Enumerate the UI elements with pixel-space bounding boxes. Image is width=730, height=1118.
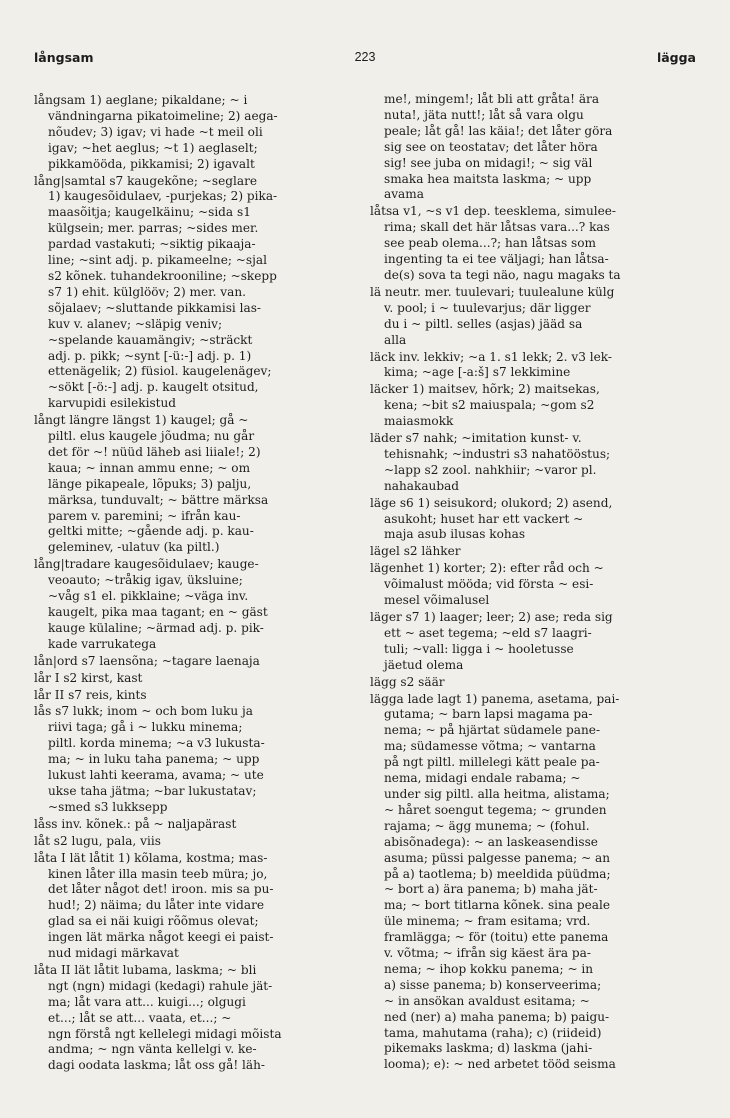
entry-continuation-line: ngn förstå ngt kellelegi midagi mõista: [48, 1026, 282, 1041]
entry-headword-line: lägenhet 1) korter; 2): efter råd och ~: [370, 561, 604, 576]
entry-continuation-line: asukoht; huset har ett vackert ~: [384, 511, 584, 526]
entry-continuation-line: igav; ~het aeglus; ~t 1) aeglaselt;: [48, 140, 258, 155]
entry-continuation-line: maasõitja; kaugelkäinu; ~sida s1: [48, 205, 251, 220]
entry-continuation-line: vändningarna pikatoimeline; 2) aega-: [48, 108, 278, 123]
entry-headword-line: lång|samtal s7 kaugekõne; ~seglare: [34, 173, 258, 188]
entry-continuation-line: tama, mahutama (raha); c) (riideid): [384, 1025, 602, 1040]
entry-continuation-line: kinen låter illa masin teeb müra; jo,: [48, 866, 268, 881]
entry-continuation-line: s2 kõnek. tuhandekrooniline; ~skepp: [48, 268, 277, 283]
entry-continuation-line: märksa, tunduvalt; ~ bättre märksa: [48, 492, 269, 507]
entry-continuation-line: ngt (ngn) midagi (kedagi) rahule jät-: [48, 978, 273, 993]
entry-continuation-line: sig! see juba on midagi!; ~ sig väl: [384, 155, 593, 170]
entry-continuation-line: ~ bort a) ära panema; b) maha jät-: [384, 882, 598, 897]
entry-headword-line: läck inv. lekkiv; ~a 1. s1 lekk; 2. v3 lek-: [370, 349, 612, 364]
entry-continuation-line: ~ in ansökan avaldust esitama; ~: [384, 993, 590, 1008]
entry-continuation-line: kauge külaline; ~ärmad adj. p. pik-: [48, 620, 264, 635]
entry-headword-line: långsam 1) aeglane; pikaldane; ~ i: [34, 93, 248, 107]
entry-continuation-line: 1) kaugesõidulaev, -purjekas; 2) pika-: [48, 189, 278, 204]
entry-continuation-line: karvupidi esilekistud: [48, 396, 177, 411]
entry-continuation-line: glad sa ei näi kuigi rõõmus olevat;: [48, 914, 259, 929]
entry-continuation-line: et...; låt se att... vaata, et...; ~: [48, 1010, 232, 1025]
entry-headword-line: lägel s2 lähker: [370, 544, 461, 559]
entry-continuation-line: nuta!, jäta nutt!; låt så vara olgu: [384, 107, 584, 122]
entry-continuation-line: under sig piltl. alla heitma, alistama;: [384, 786, 610, 801]
entry-continuation-line: på ngt piltl. millelegi kätt peale pa-: [384, 755, 600, 770]
entry-headword-line: lägg s2 säär: [370, 674, 445, 689]
entry-continuation-line: adj. p. pikk; ~synt [-ü:-] adj. p. 1): [48, 348, 252, 363]
entry-headword-line: lägga lade lagt 1) panema, asetama, pai-: [370, 691, 620, 706]
entry-continuation-line: nahakaubad: [384, 478, 460, 493]
entry-continuation-line: ~smed s3 lukksepp: [48, 799, 168, 814]
entry-continuation-line: ~ håret soengut tegema; ~ grunden: [384, 802, 607, 817]
entry-continuation-line: a) sisse panema; b) konserveerima;: [384, 977, 602, 992]
entry-continuation-line: asuma; püssi palgesse panema; ~ an: [384, 850, 611, 865]
entry-headword-line: låta I lät låtit 1) kõlama, kostma; mas-: [34, 850, 268, 865]
entry-continuation-line: kena; ~bit s2 maiuspala; ~gom s2: [384, 398, 595, 413]
entry-continuation-line: andma; ~ ngn vänta kellelgi v. ke-: [48, 1042, 257, 1057]
entry-continuation-line: kuv v. alanev; ~släpig veniv;: [48, 316, 223, 331]
entry-headword-line: låta II lät låtit lubama, laskma; ~ bli: [34, 962, 257, 977]
entry-continuation-line: ukse taha jätma; ~bar lukustatav;: [48, 783, 257, 798]
entry-continuation-line: looma); e): ~ ned arbetet tööd seisma: [384, 1057, 616, 1072]
entry-headword-line: låt s2 lugu, pala, viis: [34, 833, 161, 848]
entry-continuation-line: s7 1) ehit. külglööv; 2) mer. van.: [48, 284, 246, 299]
entry-headword-line: lås s7 lukk; inom ~ och bom luku ja: [34, 704, 253, 719]
entry-continuation-line: nud midagi märkavat: [48, 946, 179, 961]
entry-headword-line: lår II s7 reis, kints: [34, 687, 147, 702]
entry-continuation-line: de(s) sova ta tegi näo, nagu magaks ta: [384, 267, 621, 282]
entry-continuation-line: ~spelande kauamängiv; ~sträckt: [48, 332, 253, 347]
entry-continuation-line: ma; südamesse võtma; ~ vantarna: [384, 739, 596, 754]
entry-headword-line: läge s6 1) seisukord; olukord; 2) asend,: [370, 495, 613, 510]
entry-continuation-line: ettenägelik; 2) füsiol. kaugelenägev;: [48, 364, 272, 379]
entry-continuation-line: nema, midagi endale rabama; ~: [384, 771, 581, 786]
entry-headword-line: låtsa v1, ~s v1 dep. teesklema, simulee-: [370, 204, 616, 219]
entry-headword-line: läcker 1) maitsev, hõrk; 2) maitsekas,: [370, 382, 600, 397]
page-header: [0, 50, 730, 72]
entry-continuation-line: det för ~! nüüd läheb asi liiale!; 2): [48, 444, 261, 459]
entry-continuation-line: tuli; ~vall: ligga i ~ hooletusse: [384, 641, 574, 656]
entry-continuation-line: ingen lät märka något keegi ei paist-: [48, 930, 274, 945]
entry-continuation-line: nema; ~ på hjärtat südamele pane-: [384, 723, 601, 738]
entry-headword-line: lår I s2 kirst, kast: [34, 670, 143, 685]
entry-continuation-line: sõjalaev; ~sluttande pikkamisi las-: [48, 300, 261, 315]
entry-continuation-line: maiasmokk: [384, 414, 454, 429]
entry-continuation-line: alla: [384, 332, 407, 347]
entry-continuation-line: veoauto; ~tråkig igav, üksluine;: [48, 573, 243, 588]
entry-continuation-line: kaua; ~ innan ammu enne; ~ om: [48, 460, 251, 475]
entry-continuation-line: line; ~sint adj. p. pikameelne; ~sjal: [48, 253, 267, 268]
entry-continuation-line: du i ~ piltl. selles (asjas) jääd sa: [384, 316, 583, 331]
header-left-guide-word: långsam: [34, 50, 94, 65]
entry-continuation-line: piltl. korda minema; ~a v3 lukusta-: [48, 736, 265, 751]
entry-headword-line: långt längre längst 1) kaugel; gå ~: [34, 413, 249, 428]
entry-continuation-line: lukust lahti keerama, avama; ~ ute: [48, 768, 264, 783]
entry-headword-line: läder s7 nahk; ~imitation kunst- v.: [370, 431, 582, 446]
entry-continuation-line: pardad vastakuti; ~siktig pikaaja-: [48, 237, 256, 252]
entry-continuation-line: ~lapp s2 zool. nahkhiir; ~varor pl.: [384, 462, 597, 477]
entry-continuation-line: nõudev; 3) igav; vi hade ~t meil oli: [48, 124, 263, 139]
entry-continuation-line: mesel võimalusel: [384, 593, 490, 608]
entry-continuation-line: jäetud olema: [384, 657, 464, 672]
entry-continuation-line: ma; låt vara att... kuigi...; olgugi: [48, 994, 246, 1009]
entry-continuation-line: sig see on teostatav; det låter höra: [384, 139, 598, 154]
entry-headword-line: läger s7 1) laager; leer; 2) ase; reda sig: [370, 610, 613, 624]
entry-continuation-line: see peab olema...?; han låtsas som: [384, 236, 596, 251]
page-number: 223: [354, 50, 376, 64]
entry-continuation-line: det låter något det! iroon. mis sa pu-: [48, 882, 274, 897]
entry-continuation-line: pikkamööda, pikkamisi; 2) igavalt: [48, 156, 255, 171]
entry-continuation-line: gutama; ~ barn lapsi magama pa-: [384, 707, 593, 722]
entry-headword-line: lån|ord s7 laensõna; ~tagare laenaja: [34, 653, 260, 668]
entry-continuation-line: külgsein; mer. parras; ~sides mer.: [48, 221, 259, 236]
header-right-guide-word: lägga: [656, 50, 696, 65]
entry-continuation-line: avama: [384, 187, 424, 202]
entry-continuation-line: geltki mitte; ~gående adj. p. kau-: [48, 524, 254, 539]
entry-continuation-line: rima; skall det här låtsas vara...? kas: [384, 220, 610, 235]
entry-headword-line: lä neutr. mer. tuulevari; tuulealune külg: [370, 284, 615, 299]
entry-continuation-line: parem v. paremini; ~ ifrån kau-: [48, 508, 241, 523]
entry-headword-line: låss inv. kõnek.: på ~ naljapärast: [34, 816, 237, 831]
entry-continuation-line: hud!; 2) näima; du låter inte vidare: [48, 898, 265, 913]
entry-continuation-line: kade varrukatega: [48, 636, 157, 651]
entry-continuation-line: nema; ~ ihop kokku panema; ~ in: [384, 961, 594, 976]
entry-continuation-line: ~våg s1 el. pikklaine; ~väga inv.: [48, 589, 249, 604]
entry-continuation-line: smaka hea maitsta laskma; ~ upp: [384, 171, 592, 186]
entry-continuation-line: pikemaks laskma; d) laskma (jahi-: [384, 1041, 593, 1056]
entry-continuation-line: peale; låt gå! las käia!; det låter göra: [384, 123, 613, 138]
entry-continuation-line: võimalust mööda; vid första ~ esi-: [384, 577, 594, 592]
entry-continuation-line: ~sökt [-ö:-] adj. p. kaugelt otsitud,: [48, 380, 259, 395]
entry-continuation-line: framlägga; ~ för (toitu) ette panema: [384, 930, 609, 945]
entry-headword-line: lång|tradare kaugesõidulaev; kauge-: [34, 557, 259, 572]
left-column: [34, 92, 354, 1097]
right-column: [370, 92, 696, 1097]
entry-continuation-line: tehisnahk; ~industri s3 nahatööstus;: [384, 446, 611, 461]
entry-continuation-line: riivi taga; gå i ~ lukku minema;: [48, 720, 243, 735]
entry-continuation-line: v. võtma; ~ ifrån sig käest ära pa-: [384, 946, 591, 961]
entry-continuation-line: dagi oodata laskma; låt oss gå! läh-: [48, 1058, 265, 1073]
entry-continuation-line: på a) taotlema; b) meeldida püüdma;: [384, 866, 611, 881]
entry-continuation-line: maja asub ilusas kohas: [384, 527, 526, 542]
entry-continuation-line: rajama; ~ ägg munema; ~ (fohul.: [384, 818, 590, 833]
entry-continuation-line: kaugelt, pika maa tagant; en ~ gäst: [48, 605, 268, 619]
entry-continuation-line: länge pikapeale, lõpuks; 3) palju,: [48, 476, 252, 491]
entry-continuation-line: ma; ~ bort titlarna kõnek. sina peale: [384, 898, 610, 913]
entry-continuation-line: üle minema; ~ fram esitama; vrd.: [384, 914, 591, 929]
entry-continuation-line: ma; ~ in luku taha panema; ~ upp: [48, 752, 260, 767]
entry-continuation-line: ned (ner) a) maha panema; b) paigu-: [384, 1009, 610, 1024]
entry-continuation-line: kima; ~age [-a:š] s7 lekkimine: [384, 365, 571, 380]
entry-continuation-line: abisõnadega): ~ an laskeasendisse: [384, 834, 598, 849]
entry-continuation-line: me!, mingem!; låt bli att gråta! ära: [384, 92, 600, 106]
entry-continuation-line: ingenting ta ei tee väljagi; han låtsa-: [384, 252, 609, 267]
entry-continuation-line: v. pool; i ~ tuulevarjus; där ligger: [384, 300, 591, 315]
entry-continuation-line: piltl. elus kaugele jõudma; nu går: [48, 429, 255, 444]
entry-continuation-line: ett ~ aset tegema; ~eld s7 laagri-: [384, 625, 592, 640]
entry-continuation-line: geleminev, -ulatuv (ka piltl.): [48, 540, 220, 555]
